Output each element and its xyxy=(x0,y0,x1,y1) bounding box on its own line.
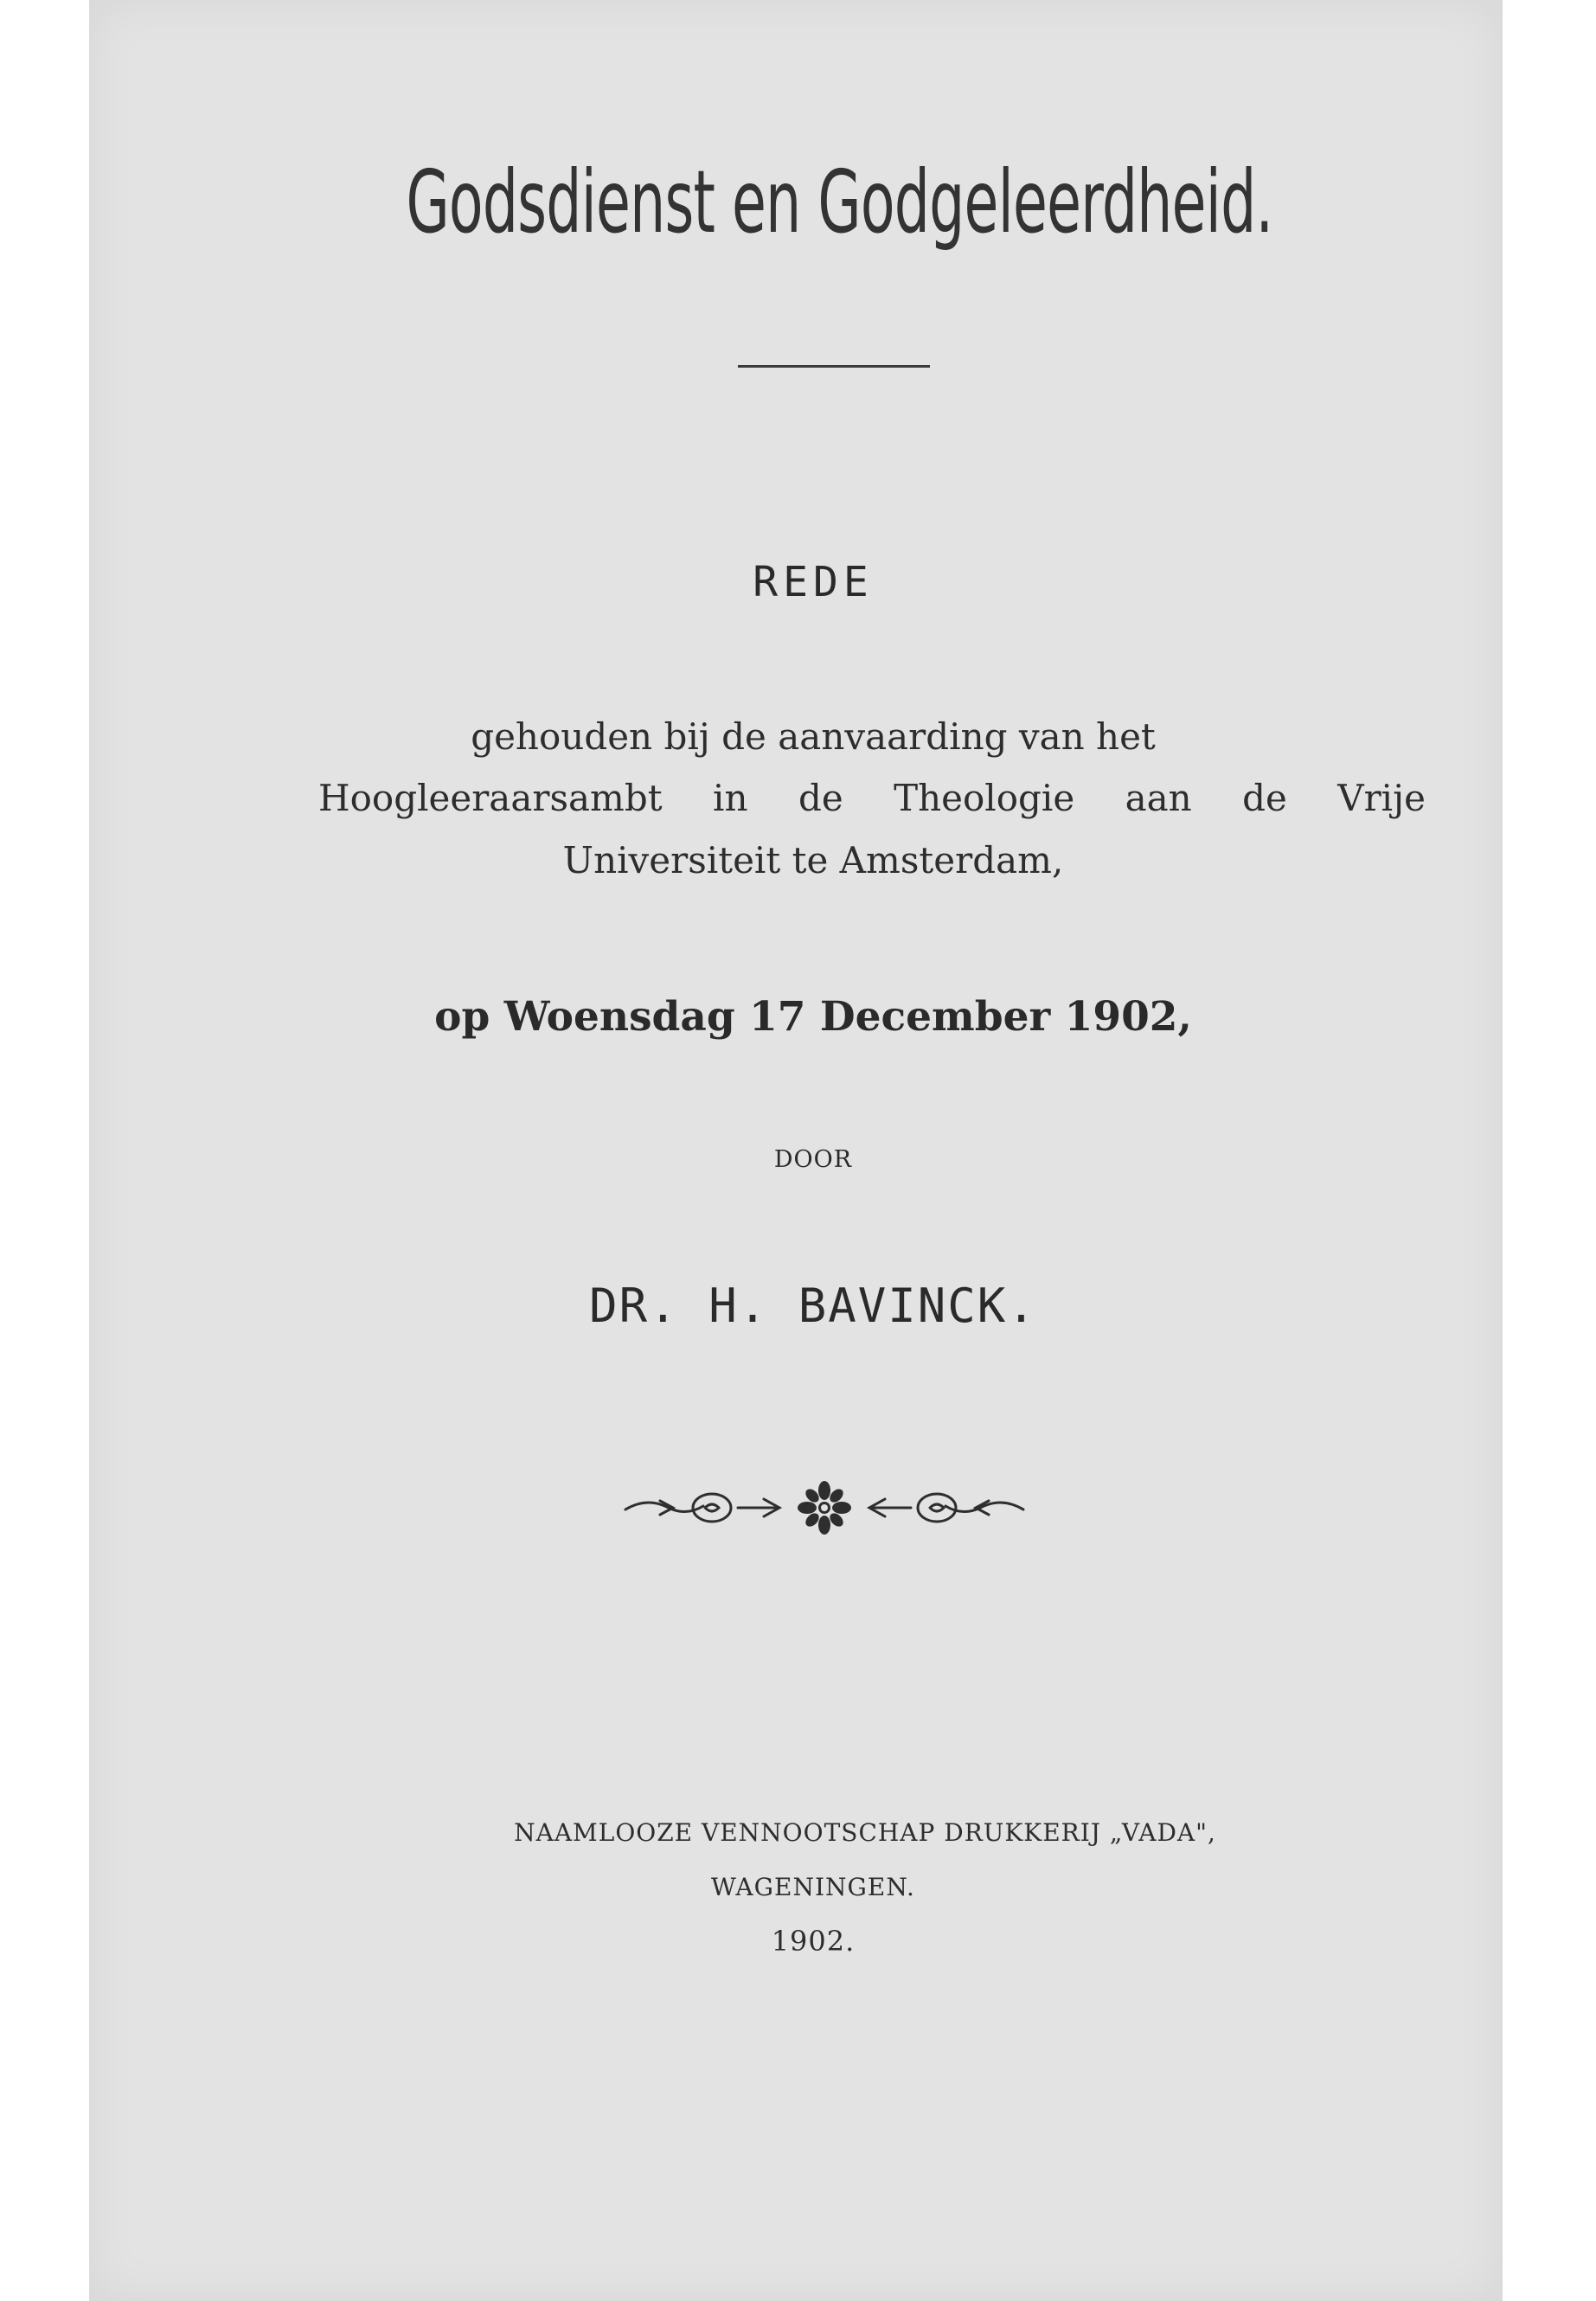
occasion-line-2: Hoogleeraarsambt in de Theologie aan de Vrije xyxy=(318,777,1426,819)
publication-year: 1902. xyxy=(771,1925,856,1958)
occasion-line-3: Universiteit te Amsterdam, xyxy=(562,839,1064,881)
publisher-line: NAAMLOOZE VENNOOTSCHAP DRUKKERIJ „VADA", xyxy=(514,1818,1216,1847)
by-label: DOOR xyxy=(773,1146,853,1173)
heading-rede: REDE xyxy=(753,558,874,606)
ornament-flourish-icon xyxy=(608,1475,1041,1535)
title-page xyxy=(89,0,1503,2301)
date-line: op Woensdag 17 December 1902, xyxy=(434,993,1192,1041)
occasion-line-1: gehouden bij de aanvaarding van het xyxy=(471,715,1156,758)
publisher-city: WAGENINGEN. xyxy=(711,1873,915,1901)
author-name: DR. H. BAVINCK. xyxy=(589,1279,1037,1333)
book-title: Godsdienst en Godgeleerdheid. xyxy=(406,151,1273,253)
title-divider xyxy=(738,365,930,368)
